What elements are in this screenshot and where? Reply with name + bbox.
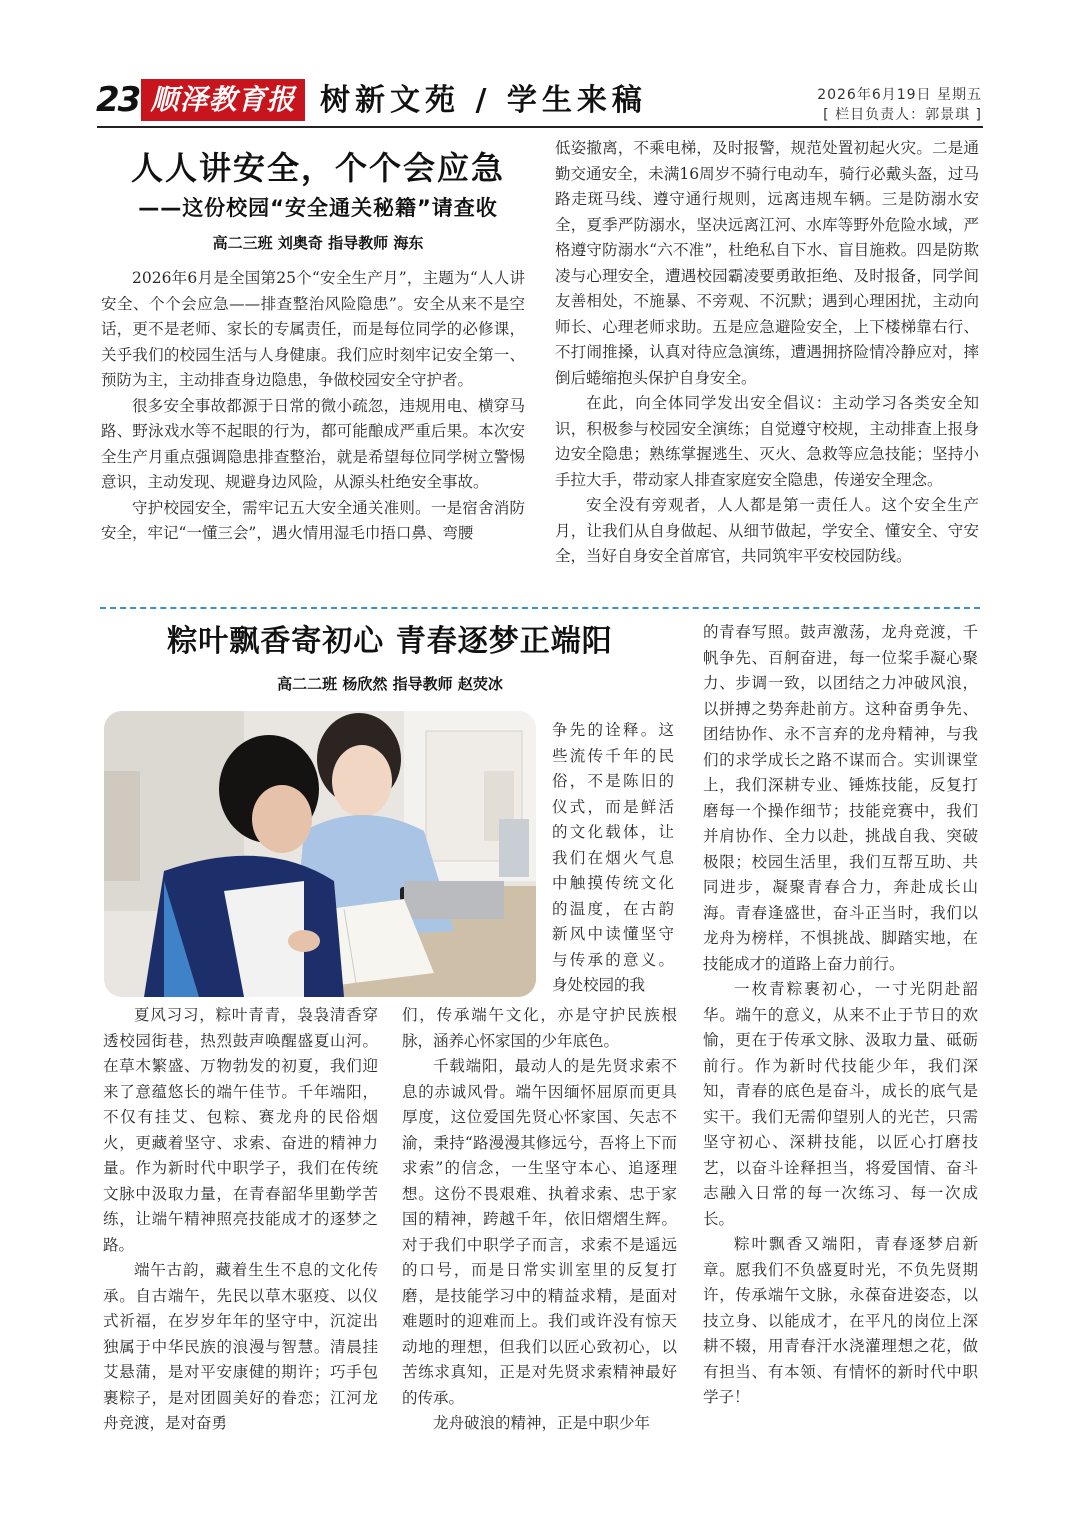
issue-date: 2026年6月19日 星期五 — [817, 87, 982, 103]
article1-column-1 — [101, 266, 525, 547]
paragraph: 2026年6月是全国第25个“安全生产月”，主题为“人人讲安全、个个会应急——排查整治风险隐患”。安全从来不是空话，更不是老师、家长的专属责任，而是每位同学的必修课，关乎我们的校园生活与人身健康。我们应时刻牢记安全第一、预防为主，主动排查身边隐患，争做校园安全守护者。 — [101, 269, 525, 389]
article2-title: 粽叶飘香寄初心 青春逐梦正端阳 — [167, 624, 613, 659]
paragraph: 龙舟破浪的精神，正是中职少年 — [433, 1414, 651, 1432]
section-divider — [100, 607, 980, 609]
paragraph: 粽叶飘香又端阳，青春逐梦启新章。愿我们不负盛夏时光，不负先贤期许，传承端午文脉，永葆奋进姿态，以技立身、以能成才，在平凡的岗位上深耕不辍，用青春汗水浇灌理想之花，做有担当、有本领、有情怀的新时代中职学子！ — [703, 1235, 978, 1406]
paragraph: 夏风习习，粽叶青青，袅袅清香穿透校园街巷，热烈鼓声唤醒盛夏山河。在草木繁盛、万物勃发的初夏，我们迎来了意蕴悠长的端午佳节。千年端阳，不仅有挂艾、包粽、赛龙舟的民俗烟火，更藏着坚守、求索、奋进的精神力量。作为新时代中职学子，我们在传统文脉中汲取力量，在青春韶华里勤学苦练，让端午精神照亮技能成才的逐梦之路。 — [103, 1006, 378, 1254]
column-editor: [ 栏目负责人：郭景琪 ] — [823, 107, 982, 123]
article1-column-2 — [555, 136, 979, 570]
article2-column-2 — [402, 1003, 677, 1437]
article1-byline: 高二三班 刘奥奇 指导教师 海东 — [212, 234, 424, 252]
paragraph: 端午古韵，藏着生生不息的文化传承。自古端午，先民以草木驱疫、以仪式祈福，在岁岁年年的坚守中，沉淀出独属于中华民族的浪漫与智慧。清晨挂艾悬蒲，是对平安康健的期许；巧手包裹粽子，是对团圆美好的眷恋；江河龙舟竞渡，是对奋勇 — [103, 1261, 378, 1432]
article2-column-3 — [703, 620, 978, 1411]
page-number: 23 — [96, 80, 140, 120]
paragraph: 低姿撤离，不乘电梯，及时报警，规范处置初起火灾。二是通勤交通安全，未满16周岁不骑行电动车，骑行必戴头盔，过马路走斑马线、遵守通行规则，远离违规车辆。三是防溺水安全，夏季严防溺水，坚决远离江河、水库等野外危险水域，严格遵守防溺水“六不准”，杜绝私自下水、盲目施救。四是防欺凌与心理安全，遭遇校园霸凌要勇敢拒绝、及时报备，同学间友善相处，不施暴、不旁观、不沉默；遇到心理困扰，主动向师长、心理老师求助。五是应急避险安全，上下楼梯靠右行、不打闹推搡，认真对待应急演练，遭遇拥挤险情冷静应对，摔倒后蜷缩抱头保护自身安全。 — [555, 139, 979, 387]
paragraph: 安全没有旁观者，人人都是第一责任人。这个安全生产月，让我们从自身做起、从细节做起，学安全、懂安全、守安全，当好自身安全首席官，共同筑牢平安校园防线。 — [555, 496, 979, 565]
paragraph: 一枚青粽裹初心，一寸光阴赴韶华。端午的意义，从来不止于节日的欢愉，更在于传承文脉、汲取力量、砥砺前行。作为新时代技能少年，我们深知，青春的底色是奋斗，成长的底气是实干。我们无需仰望别人的光芒，只需坚守初心、深耕技能，以匠心打磨技艺，以奋斗诠释担当，将爱国情、奋斗志融入日常的每一次练习、每一次成长。 — [703, 980, 978, 1228]
paragraph: 的青春写照。鼓声激荡，龙舟竞渡，千帆争先、百舸奋进，每一位桨手凝心聚力、步调一致，以团结之力冲破风浪，以拼搏之势奔赴前方。这种奋勇争先、团结协作、永不言弃的龙舟精神，与我们的求学成长之路不谋而合。实训课堂上，我们深耕专业、锤炼技能，反复打磨每一个操作细节；技能竞赛中，我们并肩协作、全力以赴，挑战自我、突破极限；校园生活里，我们互帮互助、共同进步，凝聚青春合力，奔赴成长山海。青春逢盛世，奋斗正当时，我们以龙舟为榜样，不惧挑战、脚踏实地，在技能成才的道路上奋力前行。 — [703, 623, 978, 973]
article1-title: 人人讲安全，个个会应急 — [130, 149, 505, 187]
article1-subtitle: ——这份校园“安全通关秘籍”请查收 — [138, 196, 498, 220]
paragraph: 千载端阳，最动人的是先贤求索不息的赤诚风骨。端午因缅怀屈原而更具厚度，这位爱国先贤心怀家国、矢志不渝，秉持“路漫漫其修远兮，吾将上下而求索”的信念，一生坚守本心、追逐理想。这份不畏艰难、执着求索、忠于家国的精神，跨越千年，依旧熠熠生辉。对于我们中职学子而言，求索不是遥远的口号，而是日常实训室里的反复打磨，是技能学习中的精益求精，是面对难题时的迎难而上。我们或许没有惊天动地的理想，但我们以匠心致初心，以苦练求真知，正是对先贤求索精神最好的传承。 — [402, 1057, 677, 1407]
paragraph: 在此，向全体同学发出安全倡议：主动学习各类安全知识，积极参与校园安全演练；自觉遵守校规，主动排查上报身边安全隐患；熟练掌握逃生、灭火、急救等应急技能；坚持小手拉大手，带动家人排查家庭安全隐患，传递安全理念。 — [555, 394, 979, 489]
article2-byline: 高二二班 杨欣然 指导教师 赵荧冰 — [277, 675, 503, 693]
article2-column-1 — [103, 1003, 378, 1437]
paragraph: 们，传承端午文化，亦是守护民族根脉，涵养心怀家国的少年底色。 — [402, 1006, 677, 1050]
article-photo — [104, 711, 536, 997]
article2-beside-photo — [552, 718, 674, 999]
masthead-logo: 顺泽教育报 — [141, 79, 305, 121]
paragraph: 争先的诠释。这些流传千年的民俗，不是陈旧的仪式，而是鲜活的文化载体，让我们在烟火气息中触摸传统文化的温度，在古韵新风中读懂坚守与传承的意义。身处校园的我 — [552, 721, 674, 994]
paragraph: 很多安全事故都源于日常的微小疏忽，违规用电、横穿马路、野泳戏水等不起眼的行为，都可能酿成严重后果。本次安全生产月重点强调隐患排查整治，就是希望每位同学树立警惕意识，主动发现、规避身边风险，从源头杜绝安全事故。 — [101, 396, 525, 491]
section-title: 树新文苑 / 学生来稿 — [320, 83, 647, 118]
header-rule — [97, 126, 983, 128]
paragraph: 守护校园安全，需牢记五大安全通关准则。一是宿舍消防安全，牢记“一懂三会”，遇火情用湿毛巾捂口鼻、弯腰 — [101, 498, 525, 542]
photo-illustration — [104, 711, 536, 997]
